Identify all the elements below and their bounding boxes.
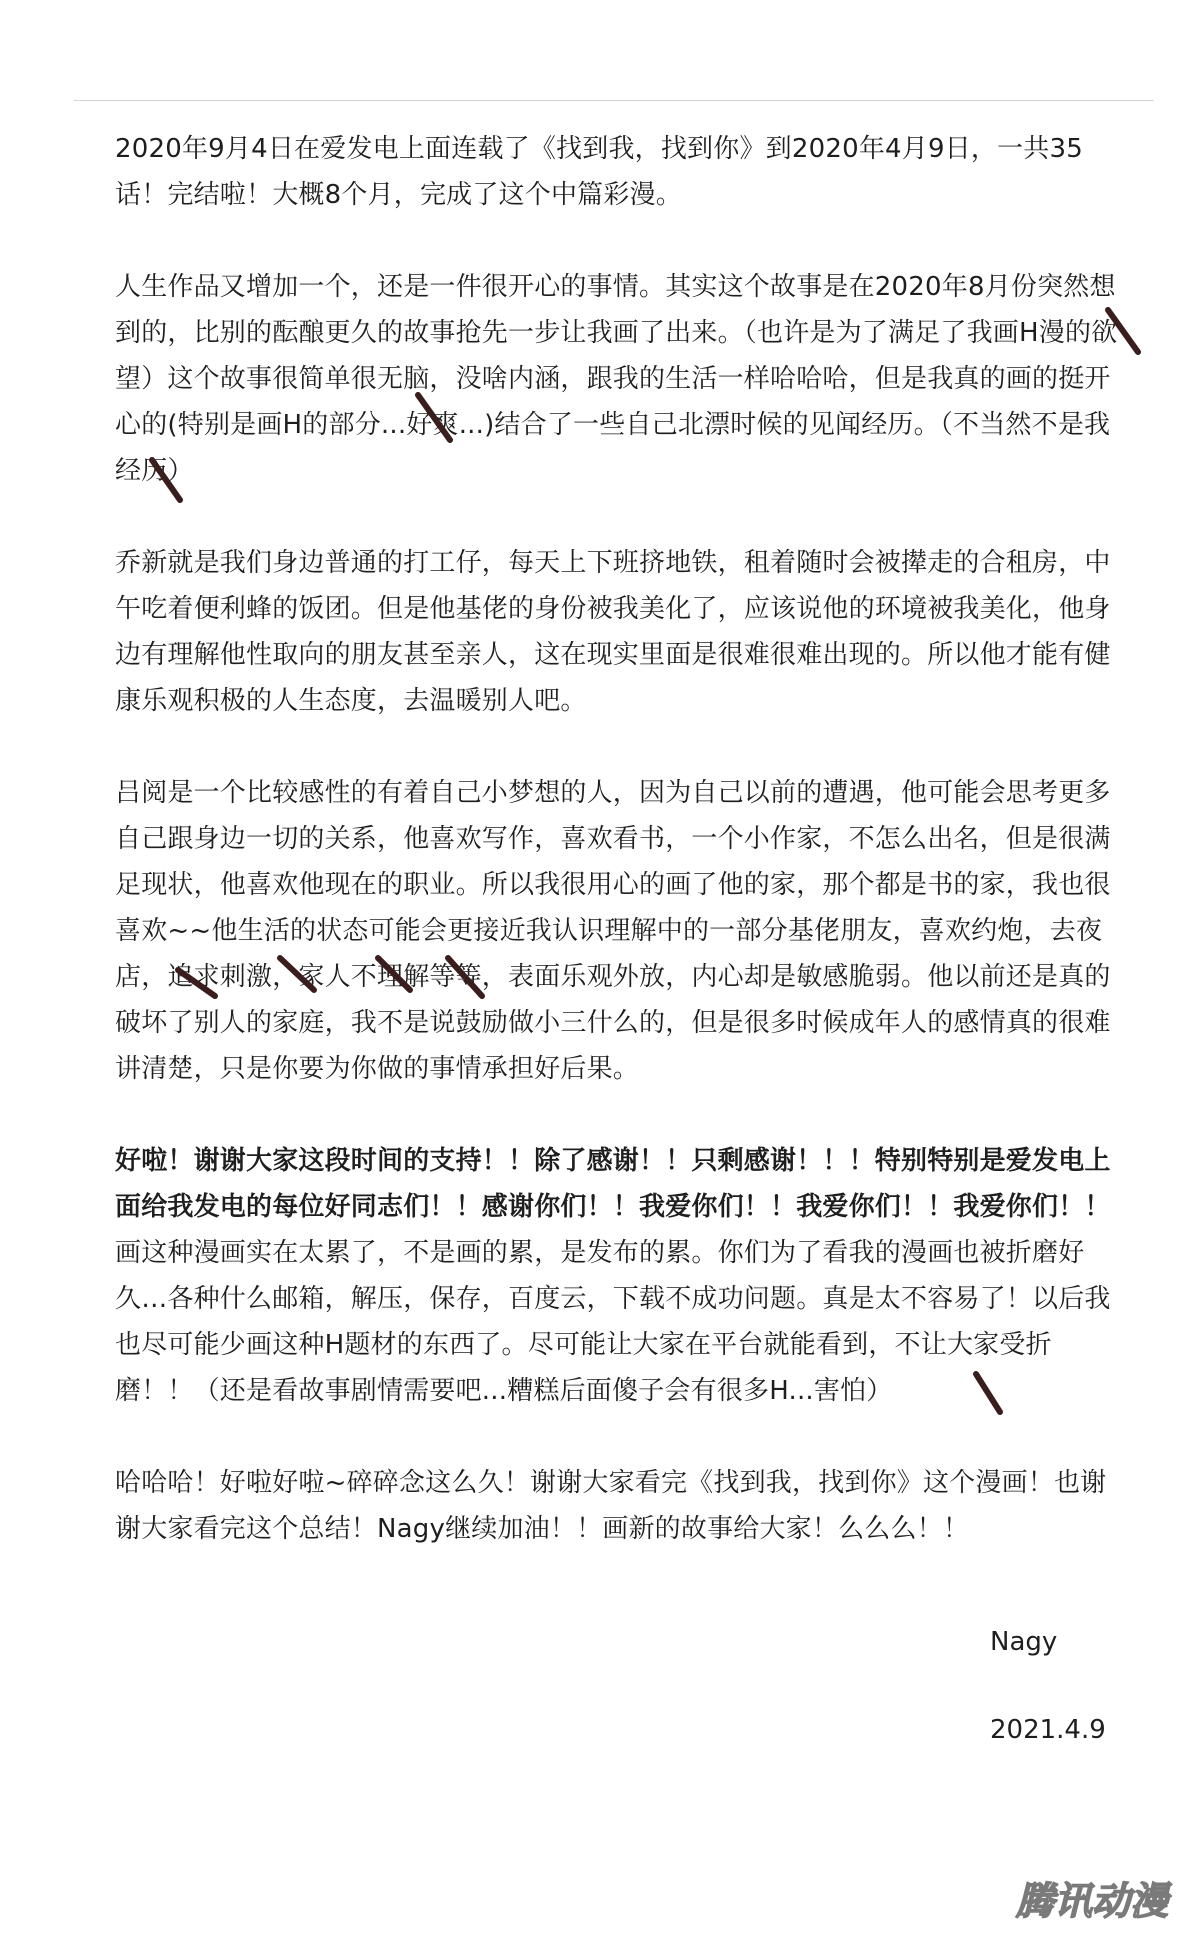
paragraph-closing: [115, 1460, 1130, 1552]
signature-date: 2021.4.9: [990, 1715, 1106, 1745]
watermark-text: 腾讯动漫: [1015, 1879, 1169, 1923]
author-signature: Nagy: [990, 1627, 1058, 1657]
paragraph-reflection: [115, 264, 1130, 494]
top-divider: [74, 100, 1154, 101]
paragraph-text: 乔新就是我们身边普通的打工仔，每天上下班挤地铁，租着随时会被撵走的合租房，中午吃着便利蜂的饭团。但是他基佬的身份被我美化了，应该说他的环境被我美化，他身边有理解他性取向的朋友甚至亲人，这在现实里面是很难很难出现的。所以他才能有健康乐观积极的人生态度，去温暖别人吧。: [115, 548, 1111, 716]
paragraph-text: 人生作品又增加一个，还是一件很开心的事情。其实这个故事是在2020年8月份突然想到的，比别的酝酿更久的故事抢先一步让我画了出来。（也许是为了满足了我画H漫的欲望）这个故事很简单很无脑，没啥内涵，跟我的生活一样哈哈哈，但是我真的画的挺开心的(特别是画H的部分...好爽...)结合了一些自己北漂时候的见闻经历。（不当然不是我经历）: [115, 272, 1118, 486]
paragraph-qiaoxin: [115, 540, 1130, 724]
paragraph-text: 吕阅是一个比较感性的有着自己小梦想的人，因为自己以前的遭遇，他可能会思考更多自己跟身边一切的关系，他喜欢写作，喜欢看书，一个小作家，不怎么出名，但是很满足现状，他喜欢他现在的职业。所以我很用心的画了他的家，那个都是书的家，我也很喜欢~~他生活的状态可能会更接近我认识理解中的一部分基佬朋友，喜欢约炮，去夜店，追求刺激，家人不理解等等，表面乐观外放，内心却是敏感脆弱。他以前还是真的破坏了别人的家庭，我不是说鼓励做小三什么的，但是很多时候成年人的感情真的很难讲清楚，只是你要为你做的事情承担好后果。: [115, 778, 1111, 1084]
paragraph-text: 画这种漫画实在太累了，不是画的累，是发布的累。你们为了看我的漫画也被折磨好久…各种什么邮箱，解压，保存，百度云，下载不成功问题。真是太不容易了！以后我也尽可能少画这种H题材的东西了。尽可能让大家在平台就能看到，不让大家受折磨！！（还是看故事剧情需要吧...糟糕后面傻子会有很多H...害怕）: [115, 1238, 1111, 1406]
paragraph-lvyue: [115, 770, 1130, 1092]
tencent-comic-watermark: [1000, 1870, 1180, 1930]
paragraph-intro: [115, 126, 1130, 218]
paragraph-text-bold: 好啦！谢谢大家这段时间的支持！！除了感谢！！只剩感谢！！！特别特别是爱发电上面给我发电的每位好同志们！！感谢你们！！我爱你们！！我爱你们！！我爱你们！！: [115, 1146, 1111, 1222]
paragraph-text: 2020年9月4日在爱发电上面连载了《找到我，找到你》到2020年4月9日，一共35话！完结啦！大概8个月，完成了这个中篇彩漫。: [115, 134, 1083, 210]
paragraph-text: 哈哈哈！好啦好啦~碎碎念这么久！谢谢大家看完《找到我，找到你》这个漫画！也谢谢大家看完这个总结！Nagy继续加油！！画新的故事给大家！么么么！！: [115, 1468, 1107, 1544]
paragraph-thanks: [115, 1138, 1130, 1414]
article-body: [115, 126, 1130, 1598]
